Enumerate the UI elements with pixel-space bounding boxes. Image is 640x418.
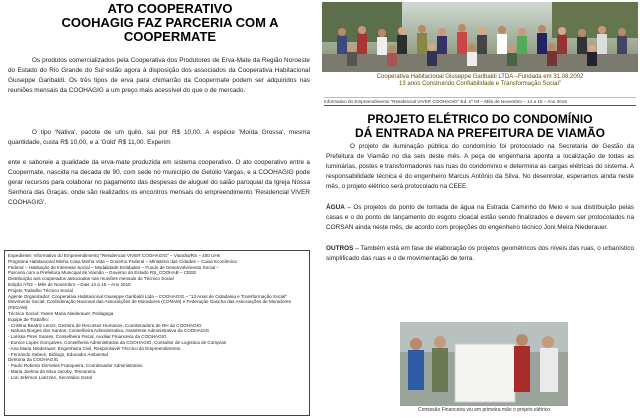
outros-label: OUTROS bbox=[326, 245, 354, 252]
group-photo-caption-line-1: Cooperativa Habitacional Giuseppe Garibaldi LTDA –Fundada em 31.08.2002 bbox=[376, 74, 584, 80]
group-photo-caption-line-2: 13 anos Construindo Confiabilidade e Transformação Social" bbox=[399, 81, 561, 87]
left-paragraph-1: Os produtos comercializados pela Cooperativa dos Produtores de Erva-Mate da Região Noroeste do Estado do Rio Grande do Sul estão agora à disposição dos associados da Cooperativa Habitacional Giuseppe Garibaldi. Os três tipos de erva para chimarrão da Coopermate podem ser adquiridos nas reuniões mensais da COOHAGIG a um preço mais acessível do que o de mercado. bbox=[8, 57, 310, 94]
right-paragraph-3 bbox=[326, 244, 634, 264]
left-headline-line-3: COOPERMATE bbox=[123, 29, 217, 44]
agua-label: ÁGUA bbox=[326, 204, 345, 211]
expediente-line: Equipe de Trabalho: bbox=[8, 316, 50, 322]
expediente-box bbox=[4, 250, 310, 416]
expediente-line: - Larissa Pires Soares, Conselheira Fiscal, Auxiliar Financeira da COOHAGIG bbox=[8, 334, 167, 340]
group-photo-image bbox=[322, 2, 638, 72]
left-headline-line-2: COOHAGIG FAZ PARCERIA COM A bbox=[61, 15, 279, 30]
expediente-line: - Fernando Sebem, Biólogo, Educador Ambiental bbox=[8, 351, 108, 357]
expediente-line: - Maria Joelma da Silva Jacoby, Tesoureira bbox=[8, 368, 96, 374]
info-bar: Informativo do Empreendimento "Residencial VIVER COOHAGIG" Ed. nº 03 – Mês de Novembro – 14 a 15 – Ano 2015 bbox=[324, 97, 636, 106]
expediente-line: Diretoria da COOHAGIG bbox=[8, 357, 59, 363]
left-paragraph-2: O tipo 'Nativa', pacote de um quilo, sai por R$ 10,00. A espécie 'Moída Grossa', mesma quantidade, custa R$ 10,00, e a 'Gold' R$ 11,00. Experim bbox=[8, 129, 310, 146]
expediente-line: - Cristina Beatriz Lenzs, Gestora de Recursos Humanos, Coordenadora de RH da COOHAGIG bbox=[8, 322, 202, 328]
expediente-line: Programa Habitacional Minha Casa Minha Vida – Governo Federal – Ministério das Cidades – Caixa Econômica bbox=[8, 258, 237, 264]
commission-photo-image bbox=[400, 322, 568, 406]
agua-text: – Os projetos do ponto de tomada de água na Estrada Caminho do Meio e sua distribuição pelas casas e o do ponto de lançamento do esgoto cloacal estão sendo finalizados e devem ser protocolados na CORSAN ainda neste mês, de acordo com projeções do engenheiro técnico Joni Meira Niederauer. bbox=[326, 204, 634, 231]
group-photo-caption bbox=[322, 74, 638, 88]
expediente-line: - Ana Maria Niederauer, Engenheira Civil, Responsável Técnico do Empreendimento bbox=[8, 345, 181, 351]
right-headline bbox=[324, 112, 636, 140]
commission-photo bbox=[400, 322, 568, 406]
expediente-line: - Lori Jeferson Lanzzen, Secretário Geral bbox=[8, 374, 93, 380]
expediente-line: Agente Organizador: Cooperativa Habitacional Giuseppe Garibaldi Ltda – COOHAGIG – "13 Anos de Cidadania e Transformação Social" bbox=[8, 293, 288, 299]
expediente-line: Expediente: Informativo do Empreendimento "Residencial VIVER COOHAGIG" – Viamão/RS – 400 UHs bbox=[8, 253, 221, 258]
right-paragraph-2 bbox=[326, 203, 634, 233]
outros-text: – Também está em fase de elaboração os projetos geométricos dos níveis das ruas, o urbanístico simplificado das ruas e o de movimentação de terra. bbox=[326, 245, 634, 262]
expediente-line: - Eunice Lopes Gonçalves, Conselheira Administrativa da COOHAGIG, Consultor de Logística de Compras bbox=[8, 339, 227, 345]
expediente-line: - Paulo Roberto Dorneles Franqueira, Coordenador Administrativo bbox=[8, 363, 143, 369]
right-headline-line-2: DÁ ENTRADA NA PREFEITURA DE VIAMÃO bbox=[354, 126, 605, 140]
expediente-line: - Nahara Borges dos Santos, Conselheira Administrativa, Assistente Administrativa da COOHAGIG bbox=[8, 328, 210, 334]
group-photo bbox=[322, 2, 638, 72]
right-paragraph-1: O projeto de iluminação pública do condomínio foi protocolado na Secretaria de Gestão da Prefeitura de Viamão no dia seis deste mês. A peça de engenharia aponta a localização de todas as luminárias, postes e transformadores nas ruas do condomínio e determina as cargas elétricas do sistema. A responsabilidade técnica é do engenheiro Marcus Antônio da Silva. No desenrolar, esperamos ainda neste mês, o projeto elétrico será protocolado na CEEE. bbox=[326, 143, 634, 190]
expediente-list bbox=[8, 253, 306, 381]
expediente-line: Distribuição aos cooperados associados nas reuniões mensais do Técnico Social bbox=[8, 276, 174, 282]
left-paragraph-3: ente e saboreie a qualidade da erva-mate produzida em sistema cooperativo. O ato cooperativo entre a Coopermate, nascida na década de 90, com sede no município de Getúlio Vargas, e a COOHAGIG pode gerar recursos para colaborar no pagamento das despesas de aluguel do salão paroquial da Igreja Nossa Senhora das Graças, onde são realizados os encontros mensais do empreendimento 'Residencial VIVER COOHAGIG'. bbox=[8, 159, 310, 206]
right-headline-line-1: PROJETO ELÉTRICO DO CONDOMÍNIO bbox=[367, 112, 593, 126]
left-headline-line-1: ATO COOPERATIVO bbox=[107, 1, 233, 16]
expediente-line: Parceria com a Prefeitura Municipal de Viamão – Governo do Estado RS_COOHAB – CEEE bbox=[8, 270, 197, 276]
expediente-line: Edição nº03 – Mês de Novembro – Dias 14 a 15 – Ano 2015 bbox=[8, 281, 131, 287]
commission-photo-caption: Comissão Financeira viu em primeira mão o projeto elétrico bbox=[418, 407, 550, 413]
expediente-line: Projeto Trabalho Técnico Social bbox=[8, 287, 73, 293]
expediente-line: Federal – Habitação de Interesse Social – Modalidade Entidades – Fundo de Desenvolvimento Social – bbox=[8, 264, 219, 270]
expediente-line: Movimento Social: Confederação Nacional das Associações de Moradores (CONAM) e Federação Gaúcha das Associações de Moradores (FEGAM) bbox=[8, 299, 291, 311]
expediente-line: Técnica Social: Yanen Maria Niederauer, Pedagoga bbox=[8, 310, 114, 316]
left-headline bbox=[30, 2, 310, 44]
